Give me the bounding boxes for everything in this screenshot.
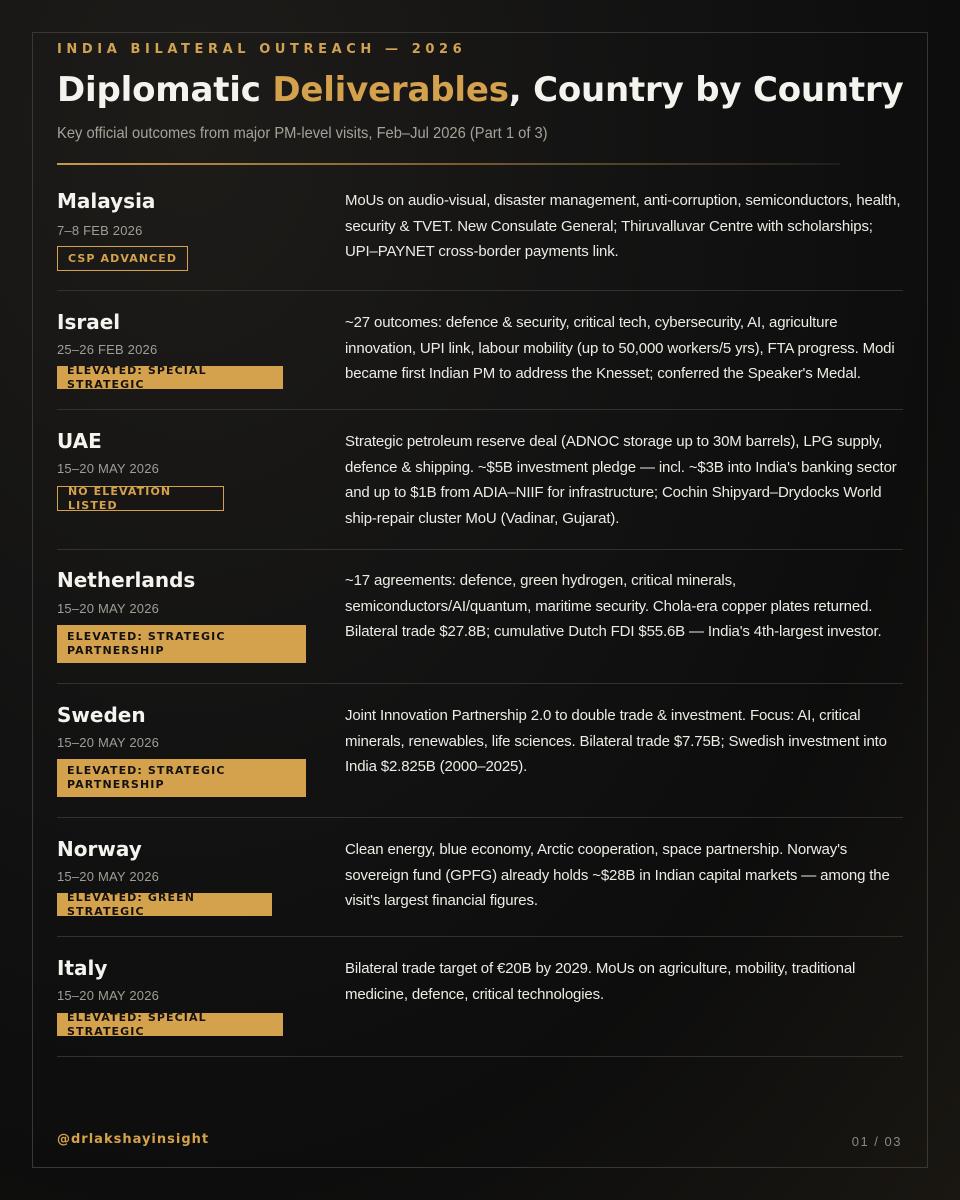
outcomes-text: ~27 outcomes: defence & security, critical tech, cybersecurity, AI, agriculture innovation, UPI link, labour mobility (up to 50,000 workers/5 yrs), FTA progress. Modi became first Indian PM to address the Knesset; conferred the Speaker's Medal. — [345, 314, 895, 382]
outcomes-text: Bilateral trade target of €20B by 2029. MoUs on agriculture, mobility, traditional medicine, defence, critical technologies. — [345, 960, 856, 1003]
status-badge: ELEVATED: STRATEGIC PARTNERSHIP — [57, 625, 306, 663]
country-name: Malaysia — [57, 189, 156, 213]
status-badge: NO ELEVATION LISTED — [57, 486, 224, 511]
status-badge: ELEVATED: GREEN STRATEGIC — [57, 893, 272, 916]
page-subtitle: Key official outcomes from major PM-level visits, Feb–Jul 2026 (Part 1 of 3) — [57, 125, 548, 142]
title-part-2: , Country by Country — [508, 70, 904, 110]
country-row-uae — [57, 410, 903, 550]
country-name: Netherlands — [57, 568, 196, 592]
kicker-label: INDIA BILATERAL OUTREACH — 2026 — [57, 42, 467, 57]
author-handle[interactable]: @drlakshayinsight — [57, 1132, 210, 1147]
visit-date: 15–20 MAY 2026 — [57, 601, 160, 616]
status-badge: ELEVATED: STRATEGIC PARTNERSHIP — [57, 759, 306, 797]
outcomes-text: Joint Innovation Partnership 2.0 to double trade & investment. Focus: AI, critical minerals, renewables, life sciences. Bilateral trade $7.75B; Swedish investment into India $2.825B (2000–2025). — [345, 707, 887, 775]
outcomes-text: Clean energy, blue economy, Arctic cooperation, space partnership. Norway's sovereign fund (GPFG) already holds ~$28B in Indian capital markets — among the visit's largest financial figures. — [345, 841, 890, 909]
country-row-malaysia — [57, 172, 903, 291]
visit-date: 15–20 MAY 2026 — [57, 461, 160, 476]
visit-date: 7–8 FEB 2026 — [57, 223, 143, 238]
header-divider — [57, 163, 840, 165]
outcomes-text: Strategic petroleum reserve deal (ADNOC storage up to 30M barrels), LPG supply, defence & shipping. ~$5B investment pledge — incl. ~$3B into India's banking sector and up to $1B from ADIA–NIIF for infrastructure; Cochin Shipyard–Drydocks World ship-repair cluster MoU (Vadinar, Gujarat). — [345, 433, 897, 527]
title-accent: Deliverables — [272, 70, 509, 110]
status-badge: CSP ADVANCED — [57, 246, 188, 271]
country-name: Israel — [57, 310, 121, 334]
visit-date: 25–26 FEB 2026 — [57, 342, 158, 357]
visit-date: 15–20 MAY 2026 — [57, 988, 160, 1003]
status-badge: ELEVATED: SPECIAL STRATEGIC — [57, 1013, 283, 1036]
visit-date: 15–20 MAY 2026 — [57, 869, 160, 884]
country-list — [57, 172, 903, 1057]
country-name: Italy — [57, 956, 108, 980]
title-part-1: Diplomatic — [57, 70, 273, 110]
outcomes-text: ~17 agreements: defence, green hydrogen, critical minerals, semiconductors/AI/quantum, maritime security. Chola-era copper plates returned. Bilateral trade $27.8B; cumulative Dutch FDI $55.6B — India's 4th-largest investor. — [345, 572, 882, 640]
status-badge: ELEVATED: SPECIAL STRATEGIC — [57, 366, 283, 389]
country-row-sweden — [57, 684, 903, 818]
page-indicator: 01 / 03 — [851, 1134, 902, 1149]
country-row-italy — [57, 937, 903, 1057]
visit-date: 15–20 MAY 2026 — [57, 735, 160, 750]
country-name: UAE — [57, 429, 102, 453]
outcomes-text: MoUs on audio-visual, disaster management, anti-corruption, semiconductors, health, security & TVET. New Consulate General; Thiruvalluvar Centre with scholarships; UPI–PAYNET cross-border payments link. — [345, 192, 901, 260]
country-row-netherlands — [57, 550, 903, 684]
country-row-israel — [57, 291, 903, 410]
country-name: Sweden — [57, 703, 146, 727]
country-row-norway — [57, 818, 903, 937]
page-title — [57, 70, 903, 110]
country-name: Norway — [57, 837, 142, 861]
